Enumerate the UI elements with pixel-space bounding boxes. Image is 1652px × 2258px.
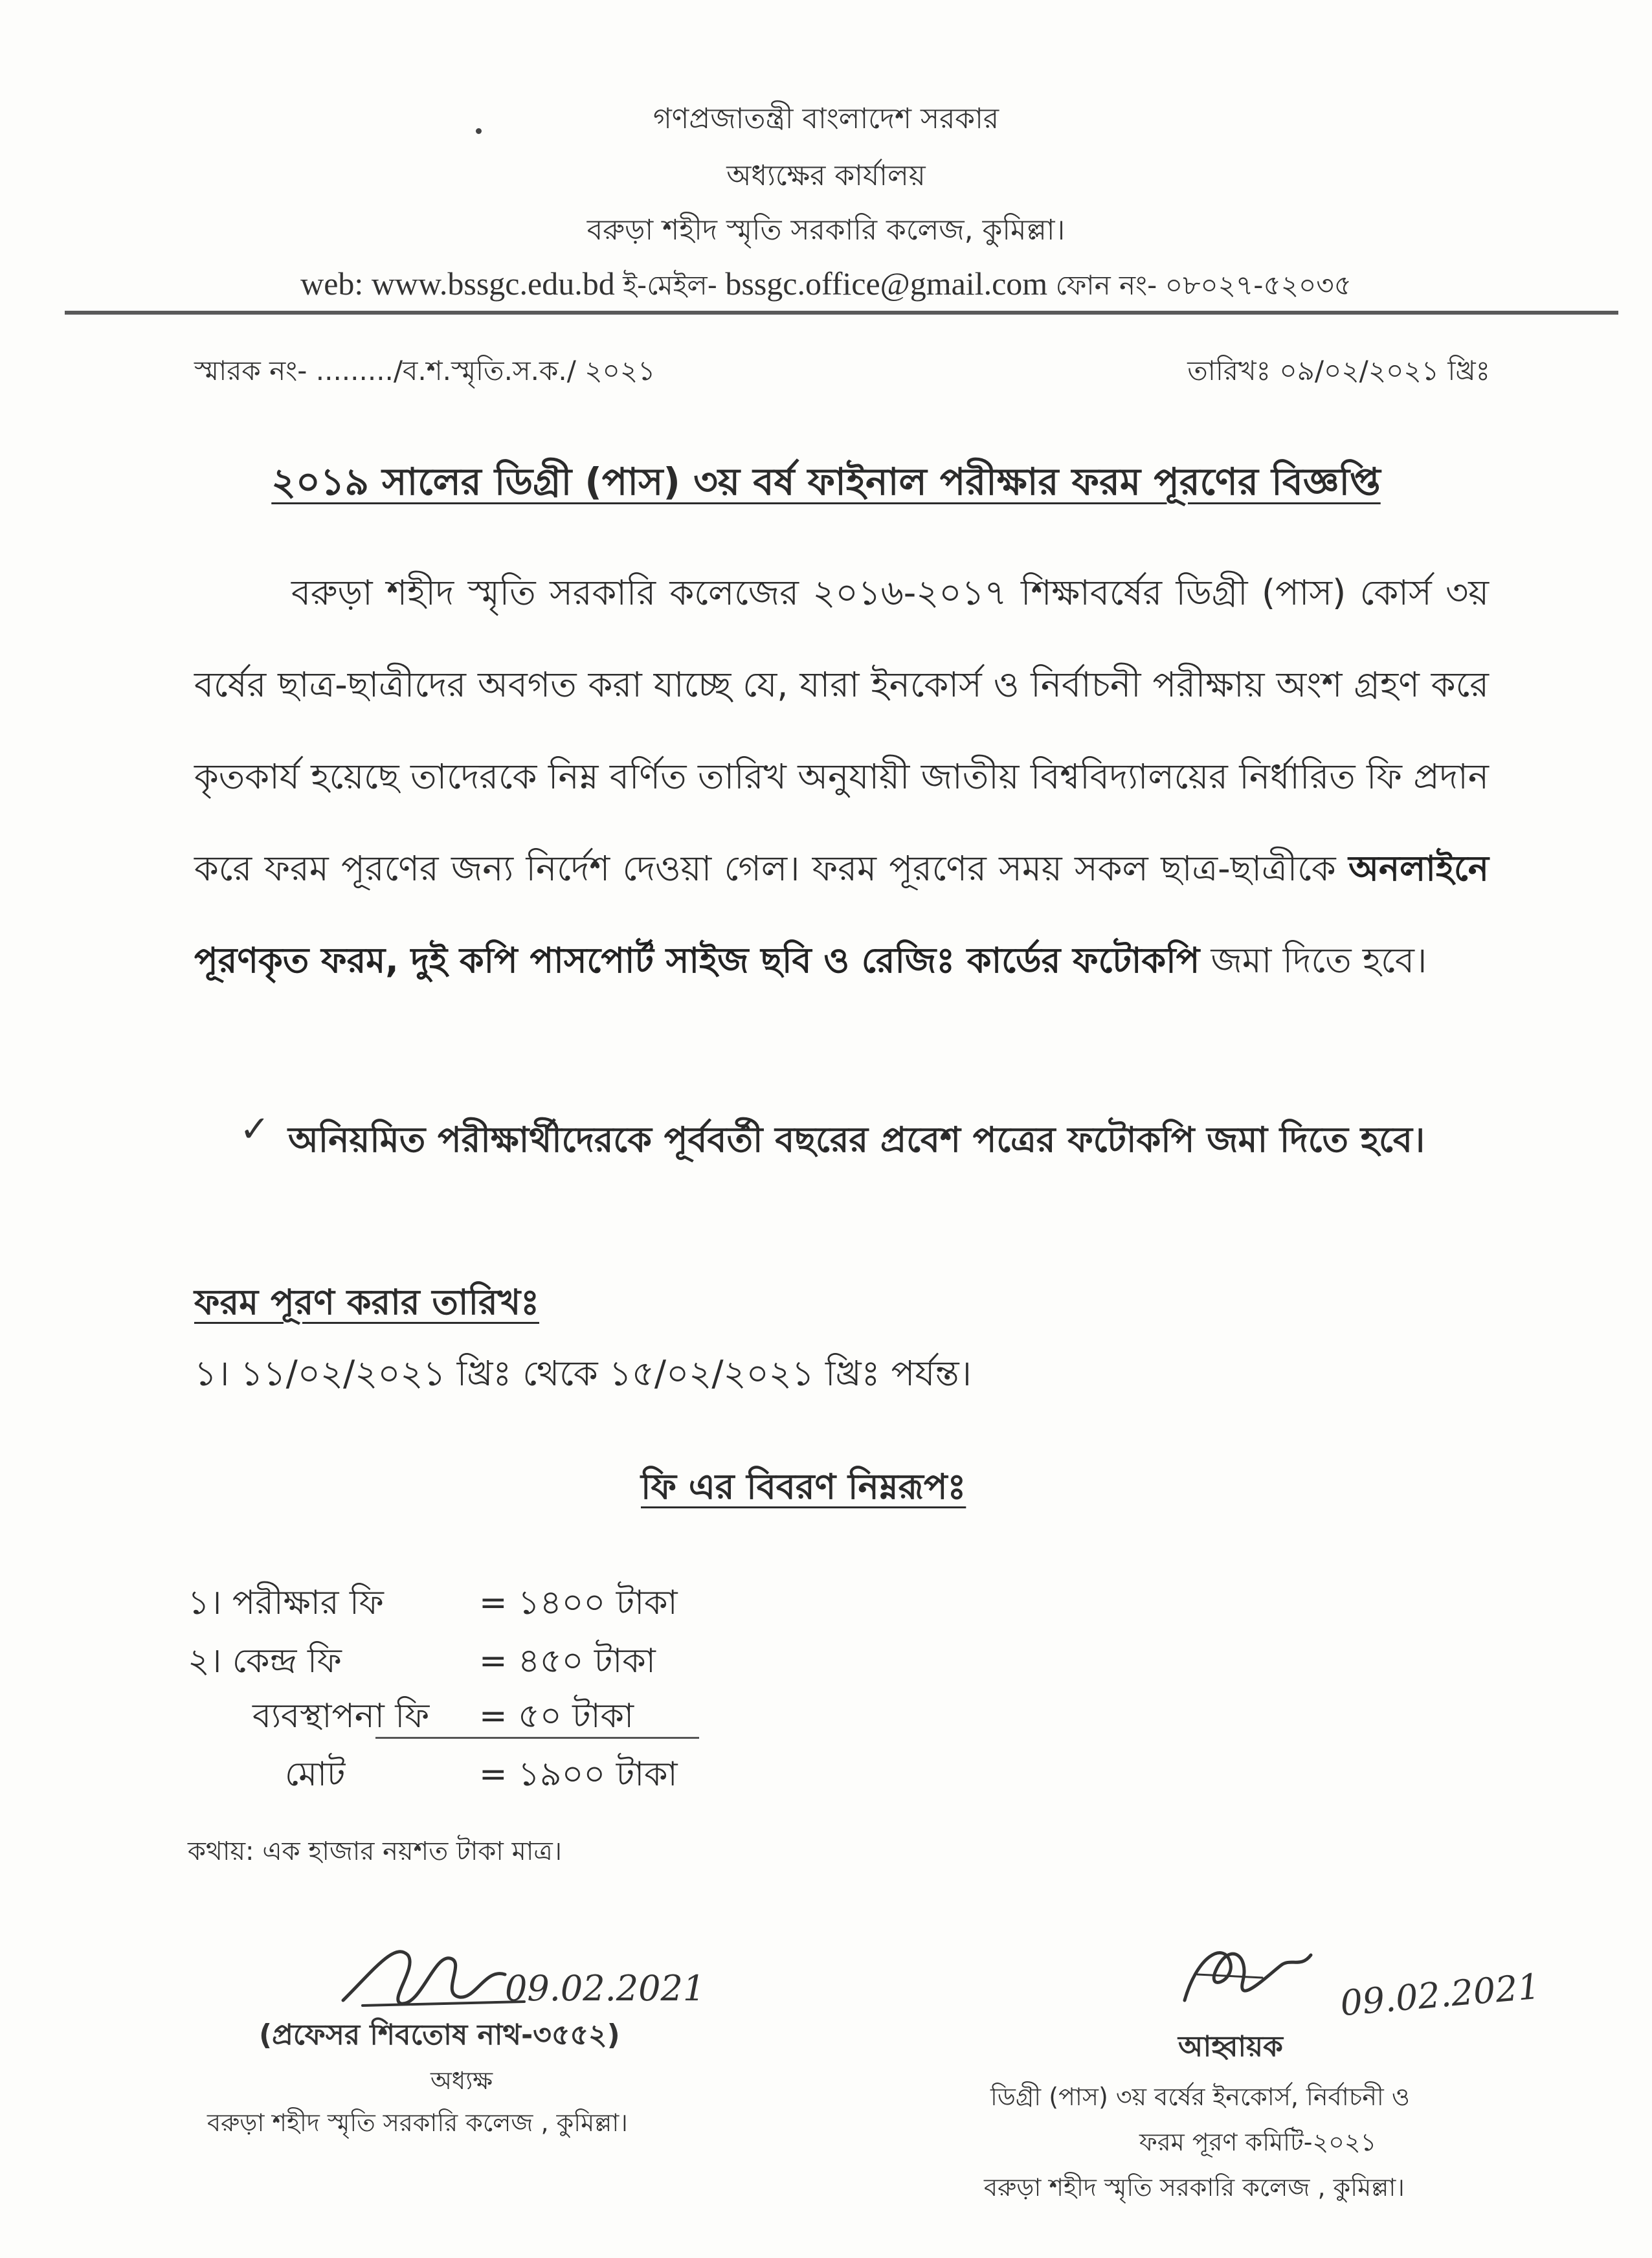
fee-sum-rule bbox=[375, 1737, 699, 1739]
fee-total-label: মোট bbox=[285, 1755, 346, 1794]
principal-name: (প্রফেসর শিবতোষ নাথ-৩৫৫২) bbox=[259, 2018, 620, 2051]
fee-management-label: ব্যবস্থাপনা ফি bbox=[252, 1697, 430, 1736]
fee-management-value: = ৫০ টাকা bbox=[479, 1697, 634, 1736]
fee-exam-label: ১। পরীক্ষার ফি bbox=[188, 1583, 384, 1622]
notice-title-text: ২০১৯ সালের ডিগ্রী (পাস) ৩য় বর্ষ ফাইনাল পরীক্ষার ফরম পূরণের বিজ্ঞপ্তি bbox=[271, 460, 1381, 504]
fee-heading-text: ফি এর বিবরণ নিম্নরূপঃ bbox=[641, 1466, 966, 1507]
header-contact bbox=[0, 264, 1652, 310]
committee-line-2: ফরম পূরণ কমিটি-২০২১ bbox=[1139, 2128, 1377, 2156]
header-phone-label: ফোন নং- bbox=[1055, 269, 1157, 301]
form-dates-heading-text: ফরম পূরণ করার তারিখঃ bbox=[194, 1282, 539, 1323]
fee-centre-value: = ৪৫০ টাকা bbox=[479, 1642, 656, 1681]
header-web: web: www.bssgc.edu.bd bbox=[300, 265, 615, 302]
principal-signature-date: 09.02.2021 bbox=[505, 1968, 706, 2009]
convener-institution: বরুড়া শহীদ স্মৃতি সরকারি কলেজ , কুমিল্লা। bbox=[984, 2173, 1405, 2202]
header-phone: ০৮০২৭-৫২০৩৫ bbox=[1165, 269, 1352, 301]
header-email-label: ই-মেইল- bbox=[623, 269, 717, 301]
fee-in-words: কথায়: এক হাজার নয়শত টাকা মাত্র। bbox=[188, 1837, 563, 1866]
fee-centre-label: ২। কেন্দ্র ফি bbox=[188, 1642, 342, 1681]
header-government: গণপ্রজাতন্ত্রী বাংলাদেশ সরকার bbox=[653, 102, 999, 135]
fee-exam-value: = ১৪০০ টাকা bbox=[479, 1583, 678, 1622]
header-divider bbox=[65, 311, 1618, 315]
header-email: bssgc.office@gmail.com bbox=[725, 265, 1048, 302]
principal-signature bbox=[337, 1929, 531, 2026]
notice-body-part1: বরুড়া শহীদ স্মৃতি সরকারি কলেজের ২০১৬-২০১৭ শিক্ষাবর্ষের ডিগ্রী (পাস) কোর্স ৩য় বর্ষের ছাত্র-ছাত্রীদের অবগত করা যাচ্ছে যে, যারা ইনকোর্স ও নির্বাচনী পরীক্ষায় অংশ গ্রহণ করে কৃতকার্য হয়েছে তাদেরকে নিম্ন বর্ণিত তারিখ অনুযায়ী জাতীয় বিশ্ববিদ্যালয়ের নির্ধারিত ফি প্রদান করে ফরম পূরণের জন্য নির্দেশ দেওয়া গেল। ফরম পূরণের সময় সকল ছাত্র-ছাত্রীকে bbox=[194, 572, 1489, 889]
convener-signature-date: 09.02.2021 bbox=[1338, 1965, 1542, 2024]
checkmark-icon: ✓ bbox=[240, 1108, 270, 1150]
fee-heading bbox=[641, 1460, 966, 1518]
convener-signature bbox=[1172, 1929, 1321, 2033]
form-date-item: ১। ১১/০২/২০২১ খ্রিঃ থেকে ১৫/০২/২০২১ খ্রিঃ পর্যন্ত। bbox=[194, 1353, 972, 1394]
notice-title bbox=[0, 453, 1652, 516]
form-dates-heading bbox=[194, 1275, 539, 1334]
committee-line-1: ডিগ্রী (পাস) ৩য় বর্ষের ইনকোর্স, নির্বাচনী ও bbox=[990, 2083, 1410, 2111]
principal-designation: অধ্যক্ষ bbox=[430, 2066, 493, 2095]
memo-date: তারিখঃ ০৯/০২/২০২১ খ্রিঃ bbox=[1187, 355, 1490, 386]
header-office: অধ্যক্ষের কার্যালয় bbox=[726, 159, 926, 192]
notice-body-bold: অনলাইনে পূরণকৃত ফরম, দুই কপি পাসপোর্ট সাইজ ছবি ও রেজিঃ কার্ডের ফটোকপি bbox=[194, 848, 1489, 981]
convener-role: আহ্বায়ক bbox=[1178, 2030, 1283, 2063]
irregular-candidates-note: অনিয়মিত পরীক্ষার্থীদেরকে পূর্ববর্তী বছরের প্রবেশ পত্রের ফটোকপি জমা দিতে হবে। bbox=[288, 1119, 1425, 1160]
fee-total-value: = ১৯০০ টাকা bbox=[479, 1755, 678, 1794]
notice-body-part2: জমা দিতে হবে। bbox=[1211, 940, 1427, 981]
notice-body bbox=[194, 547, 1489, 1007]
header-college: বরুড়া শহীদ স্মৃতি সরকারি কলেজ, কুমিল্লা। bbox=[586, 214, 1066, 247]
principal-institution: বরুড়া শহীদ স্মৃতি সরকারি কলেজ , কুমিল্লা। bbox=[207, 2108, 628, 2137]
memo-reference: স্মারক নং- ........./ব.শ.স্মৃতি.স.ক./ ২০২১ bbox=[194, 355, 656, 386]
